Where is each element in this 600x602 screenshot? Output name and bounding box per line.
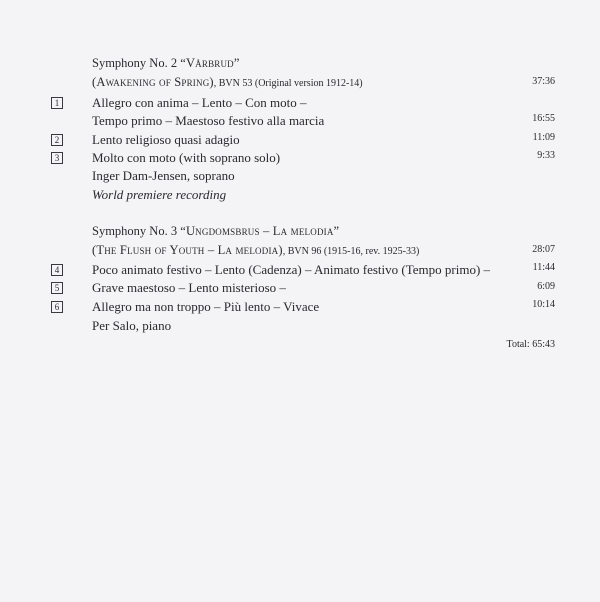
track-number-box: 3 bbox=[51, 152, 63, 164]
symphony-3-name: “Ungdomsbrus – La melodia” bbox=[180, 224, 340, 238]
symphony-2-title bbox=[92, 55, 240, 71]
track-duration: 10:14 bbox=[532, 299, 555, 310]
track-title: Molto con moto (with soprano solo) bbox=[92, 150, 281, 165]
symphony-3-subtitle-info: , BVN 96 (1915-16, rev. 1925-33) bbox=[282, 246, 420, 257]
track-title: Grave maestoso – Lento misterioso – bbox=[92, 280, 286, 295]
track-number-box: 4 bbox=[51, 264, 63, 276]
track-duration: 11:44 bbox=[532, 262, 555, 273]
symphony-2-name: “Vårbrud” bbox=[180, 56, 240, 70]
track-duration: 16:55 bbox=[532, 113, 555, 124]
track-duration: 9:33 bbox=[537, 150, 555, 161]
symphony-3-title bbox=[92, 223, 339, 239]
premiere-note: World premiere recording bbox=[92, 187, 227, 202]
symphony-2-title-prefix: Symphony No. 2 bbox=[92, 56, 181, 70]
track-number-box: 2 bbox=[51, 134, 63, 146]
symphony-3-title-prefix: Symphony No. 3 bbox=[92, 224, 181, 238]
track-title: Allegro ma non troppo – Più lento – Vivace bbox=[92, 299, 320, 314]
symphony-2-subtitle-info: , BVN 53 (Original version 1912-14) bbox=[213, 78, 363, 89]
track-duration: 6:09 bbox=[537, 281, 555, 292]
track-number-box: 1 bbox=[51, 97, 63, 109]
performer-credit: Inger Dam-Jensen, soprano bbox=[92, 168, 235, 183]
symphony-3-subtitle bbox=[92, 242, 419, 260]
track-number-box: 6 bbox=[51, 301, 63, 313]
track-title: Lento religioso quasi adagio bbox=[92, 132, 240, 147]
symphony-2-subtitle bbox=[92, 74, 363, 92]
symphony-3-duration: 28:07 bbox=[532, 244, 555, 255]
symphony-2-subtitle-name: (Awakening of Spring) bbox=[92, 75, 214, 89]
track-title: Allegro con anima – Lento – Con moto – bbox=[92, 95, 307, 110]
total-duration: Total: 65:43 bbox=[506, 339, 555, 350]
symphony-2-duration: 37:36 bbox=[532, 76, 555, 87]
track-title: Poco animato festivo – Lento (Cadenza) – Animato festivo (Tempo primo) – bbox=[92, 262, 491, 277]
track-duration: 11:09 bbox=[532, 132, 555, 143]
track-title: Tempo primo – Maestoso festivo alla marcia bbox=[92, 113, 325, 128]
track-number-box: 5 bbox=[51, 282, 63, 294]
symphony-3-subtitle-name: (The Flush of Youth – La melodia) bbox=[92, 243, 283, 257]
performer-credit: Per Salo, piano bbox=[92, 318, 172, 333]
